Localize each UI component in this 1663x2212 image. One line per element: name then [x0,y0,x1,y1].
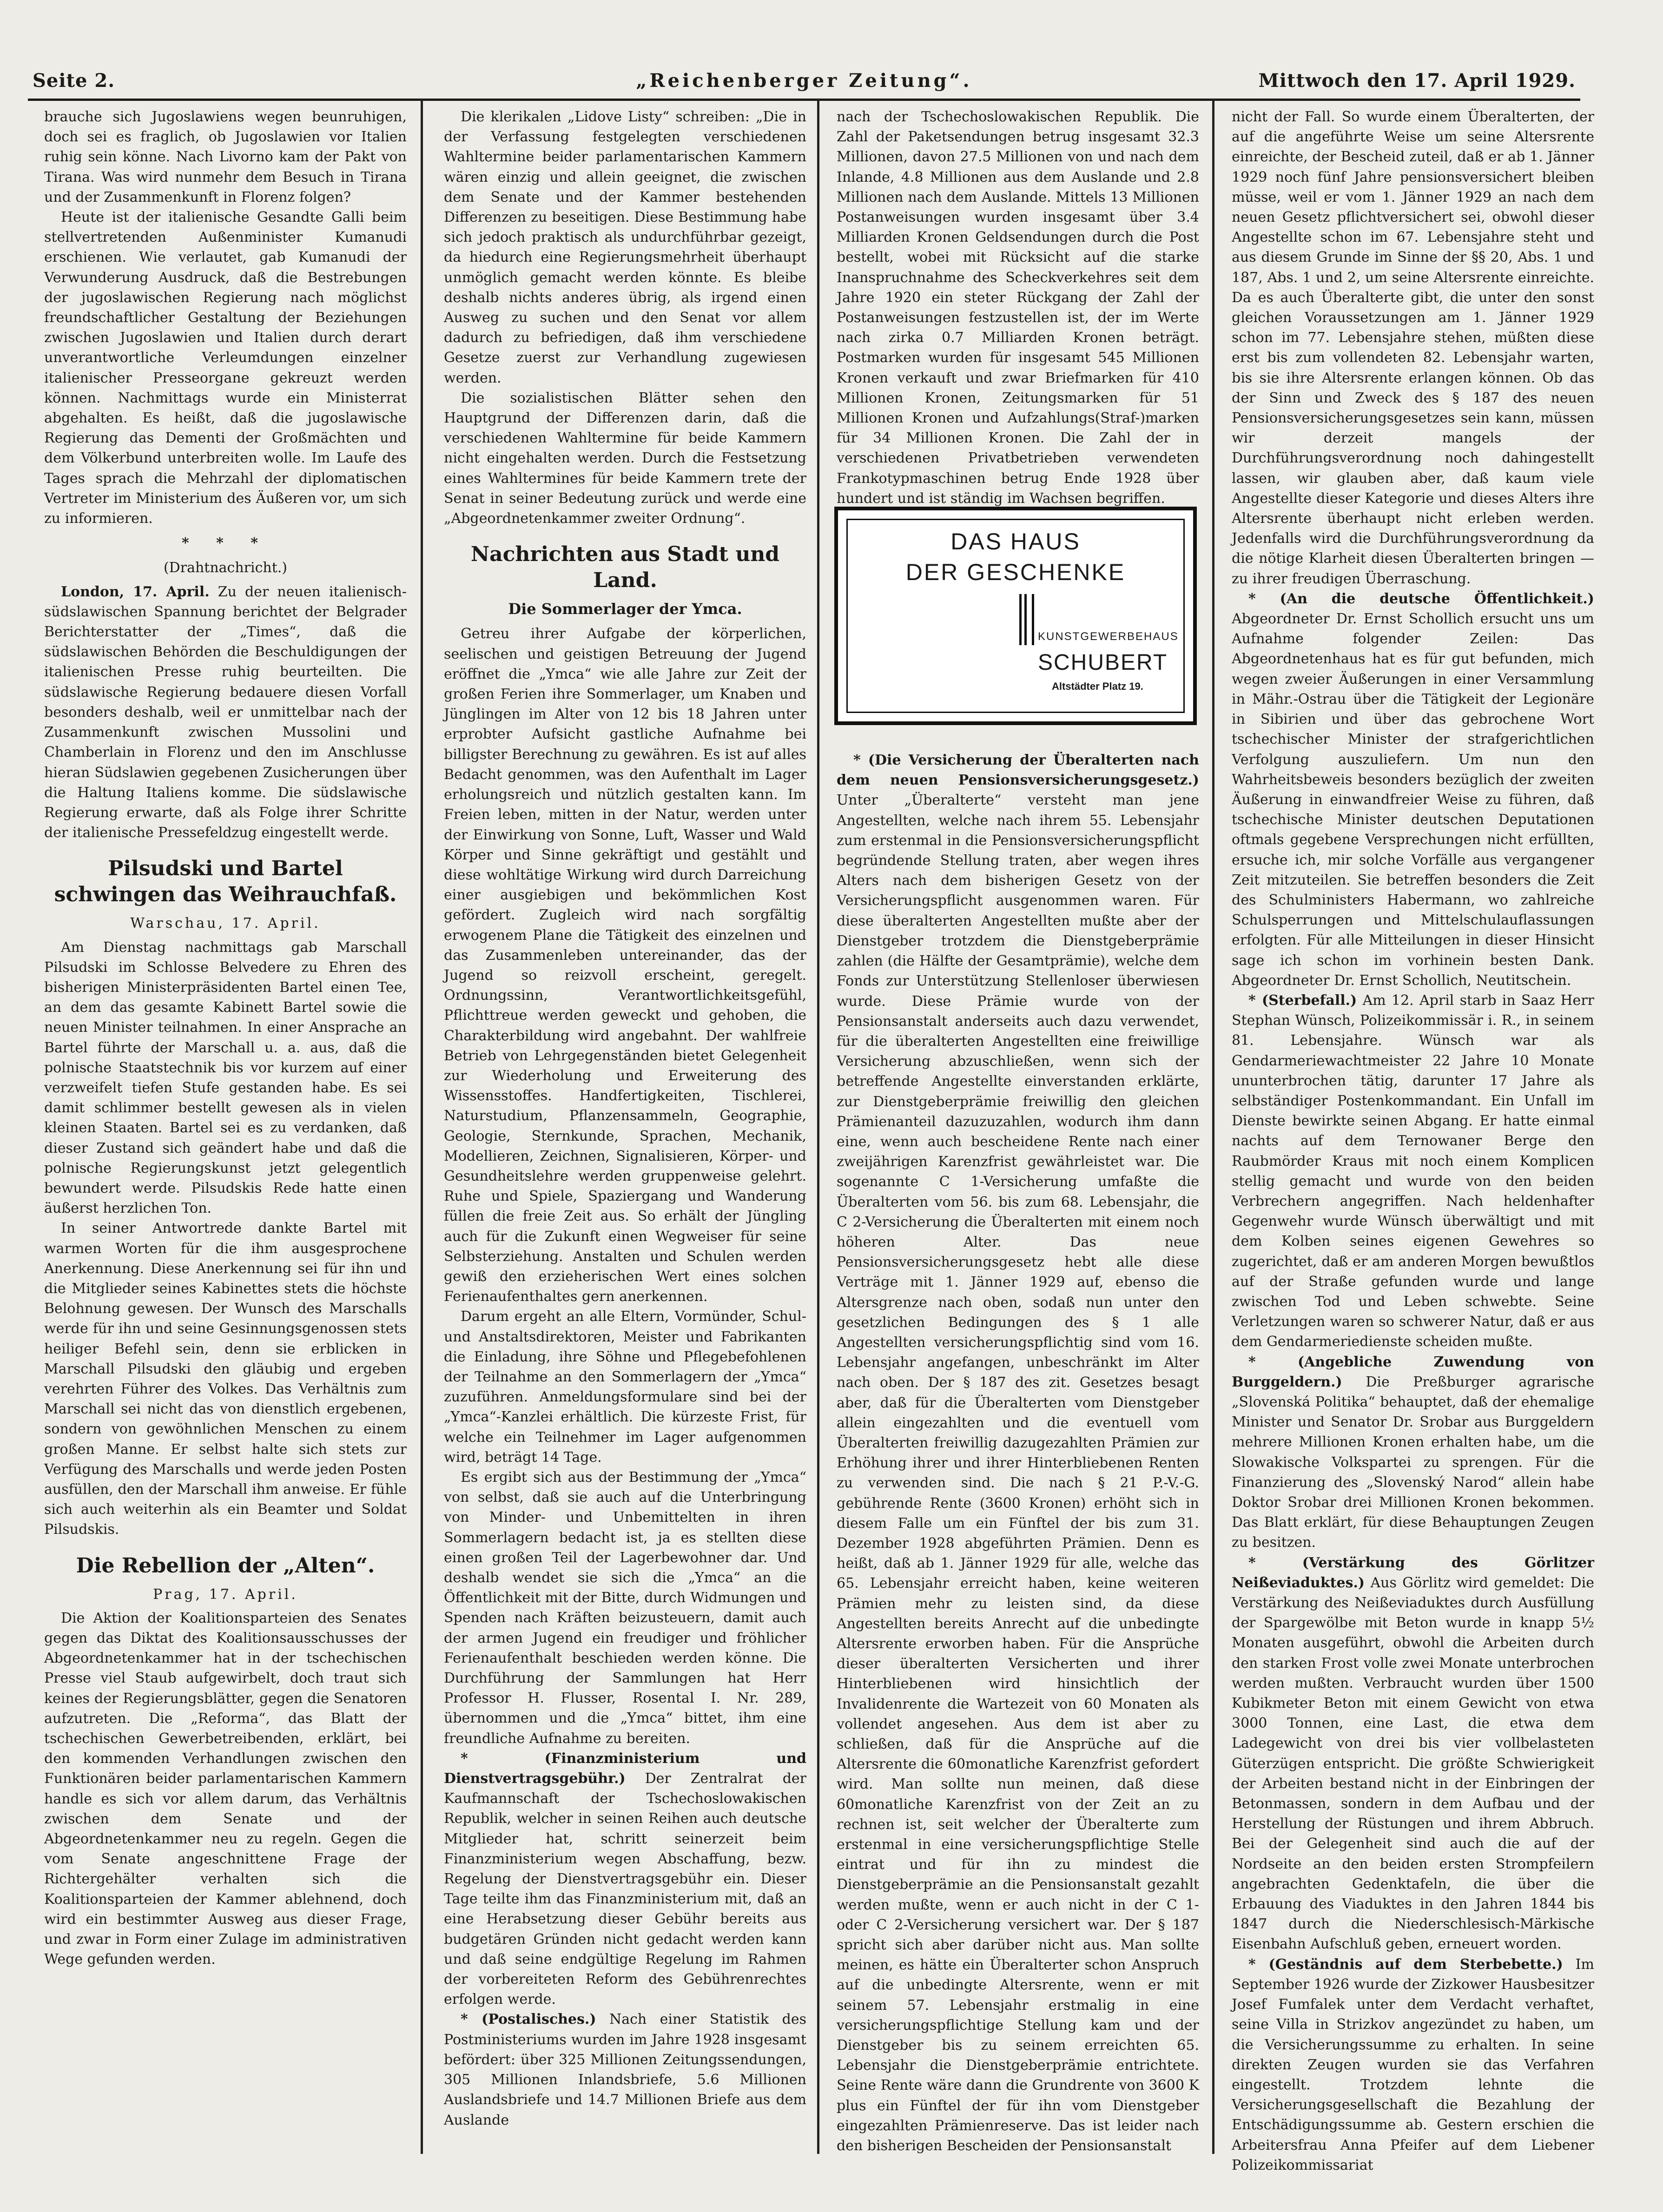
ad-line: KUNSTGEWERBEHAUS [1038,630,1179,643]
article-headline: Pilsudski und Bartel schwingen das Weihrauchfaß. [54,857,397,907]
column-divider-1 [421,99,423,2154]
article-subheadline: Die Sommerlager der Ymca. [508,600,742,618]
advertisement-box [834,507,1197,725]
rubric-text: Im September 1926 wurde der Zizkower Hausbesitzer Josef Fumfalek unter dem Verdacht verhaftet, seine Villa in Strizkov angezündet zu haben, um die Versicherungssumme zu erhalten. In seine direkten Zeugen wurden sie das Verfahren eingestellt. Trotzdem lehnte die Versicherungsgesellschaft die Bezahlung der Entschädigungssumme ab. Gestern erschien die Arbeitersfrau Anna Pfeifer auf dem Liebener Polizeikommissariat [1232,1956,1594,2173]
section-headline: Nachrichten aus Stadt und Land. [470,542,780,593]
article-paragraph: Heute ist der italienische Gesandte Galli beim stellvertretenden Außenminister Kumanudi erschienen. Wie verlautet, gab Kumanudi der Verwunderung Ausdruck, daß die Bestrebungen der jugoslawischen Regierung nach möglichst freundschaftlicher Gestaltung der Beziehungen zwischen Jugoslawien und Italien durch derart unverantwortliche Verleumdungen einzelner italienischer Presseorgane gekreuzt werden können. Nachmittags wurde ein Ministerrat abgehalten. Es heißt, daß die jugoslawische Regierung das Dementi der Großmächten und dem Völkerbund unterbreiten wolle. Im Laufe des Tages sprach die Mehrzahl der diplomatischen Vertreter im Ministerium des Äußeren vor, um sich zu informieren. [44,209,407,527]
column-2 [444,107,806,2152]
article-paragraph: Die klerikalen „Lidove Listy“ schreiben: „Die in der Verfassung festgelegten verschiedenen Wahltermine beider parlamentarischen Kammern wären einzig und allein geeignet, die zwischen dem Senate und der Kammer bestehenden Differenzen zu beseitigen. Diese Bestimmung habe sich jedoch praktisch als undurchführbar gezeigt, da hiedurch eine Regierungsmehrheit überhaupt unmöglich gemacht werden könnte. Es bleibe deshalb nichts anderes übrig, als irgend einen Ausweg zu suchen und den Senat vor allem dadurch zu befriedigen, daß ihm verschiedene Gesetze zuerst zur Verhandlung zugewiesen werden. [444,109,806,386]
ad-address: Altstädter Platz 19. [1052,680,1143,692]
rubric-title: * (Geständnis auf dem Sterbebette.) [1248,1956,1563,1973]
dateline: Warschau, 17. April. [130,915,321,932]
header-rule [28,99,1580,101]
article-headline: Die Rebellion der „Alten“. [76,1553,375,1578]
article-paragraph: Darum ergeht an alle Eltern, Vormünder, Schul- und Anstaltsdirektoren, Meister und Fabrikanten die Einladung, ihre Söhne und Pflegebefohlenen der Teilnahme an den Sommerlagern der „Ymca“ zuzuführen. Anmeldungsformulare sind bei der „Ymca“-Kanzlei erhältlich. Die kürzeste Frist, für welche ein Teilnehmer im Lager aufgenommen wird, beträgt 14 Tage. [444,1308,806,1466]
section-separator: * * * [182,535,269,552]
ad-line: DAS HAUS [950,528,1081,555]
column-4 [1232,107,1594,2173]
rubric-title: * (Die Versicherung der Überalterten nach dem neuen Pensionsversicherungsgesetz.) [837,752,1199,789]
rubric-title: * (An die deutsche Öffentlichkeit.) [1248,590,1594,607]
ad-ornament-icon [1019,594,1034,645]
rubric-title: * (Postalisches.) [461,2011,596,2028]
rubric-title: * (Angebliche Zuwendung von Burggeldern.) [1232,1354,1594,1390]
column-1 [44,107,407,2152]
dateline: Prag, 17. April. [153,1586,298,1603]
article-paragraph: nicht der Fall. So wurde einem Überalterten, der auf die angeführte Weise um seine Altersrente einreichte, der Bescheid zuteil, daß er ab 1. Jänner 1929 noch fünf Jahre pensionsversichert bleiben müsse, weil er vom 1. Jänner 1929 an nach dem neuen Gesetz pflichtversichert sei, obwohl dieser Angestellte schon im 67. Lebensjahre steht und aus diesem Grunde im Sinne der §§ 20, Abs. 1 und 187, Abs. 1 und 2, um seine Altersrente einreichte. Da es auch Überalterte gibt, die unter den sonst gleichen Voraussetzungen am 1. Jänner 1929 schon im 77. Lebensjahre stehen, müßten diese erst bis zum vollendeten 82. Lebensjahr warten, bis sie ihre Altersrente erlangen können. Ob das der Sinn und Zweck des § 187 des neuen Pensionsversicherungsgesetzes sein kann, müssen wir derzeit mangels der Durchführungsverordnung noch dahingestellt lassen, wir glauben aber, daß kaum viele Angestellte dieser Kategorie und dieses Alters ihre Altersrente überhaupt nicht erleben werden. Jedenfalls wird die Durchführungsverordnung da die nötige Klarheit diesen Überalterten bringen — zu ihrer freudigen Überraschung. [1232,109,1594,587]
column-divider-3 [1212,99,1214,2154]
page-header [33,70,1576,98]
article-paragraph: Die sozialistischen Blätter sehen den Hauptgrund der Differenzen darin, daß die verschiedenen Wahltermine für beide Kammern nicht eingehalten werden. Durch die Festsetzung eines Wahltermines für beide Kammern trete der Senat in seiner Bedeutung zurück und werde eine „Abgeordnetenkammer zweiter Ordnung“. [444,390,806,527]
newspaper-title: „Reichenberger Zeitung“. [636,70,972,92]
rubric-title: * (Sterbefall.) [1248,992,1357,1009]
article-paragraph: In seiner Antwortrede dankte Bartel mit warmen Worten für die ihm ausgesprochene Anerkennung. Diese Anerkennung sei für ihn und die Mitglieder seines Kabinettes stets die höchste Belohnung gewesen. Der Wunsch des Marschalls werde für ihn und seine Gesinnungsgenossen stets heiliger Befehl sein, denn sie erblicken in Marschall Pilsudski den gläubig und ergeben verehrten Führer des Volkes. Das Verhältnis zum Marschall sei nicht das von dienstlich ergebenen, sondern von gewöhnlichen Menschen zu einem großen Manne. Er selbst halte sich stets zur Verfügung des Marschalls und werde jeden Posten ausfüllen, den der Marschall ihm anweise. Er fühle sich auch weiterhin als ein Beamter und Soldat Pilsudskis. [44,1220,407,1538]
rubric-text: Abgeordneter Dr. Ernst Schollich ersucht uns um Aufnahme folgender Zeilen: Das Abgeordnetenhaus hat es für gut befunden, mich wegen zweier Äußerungen in einer Versammlung in Mähr.-Ostrau über die Tätigkeit der Legionäre in Sibirien und über das gebrochene Wort tschechischer Minister der strafgerichtlichen Verfolgung auszuliefern. Um nun den Wahrheitsbeweis besonders bezüglich der zweiten Äußerung in einwandfreier Weise zu führen, daß tschechische Minister deutschen Deputationen oftmals gegebene Versprechungen nicht erfüllten, ersuche ich, mir solche Vorfälle aus vergangener Zeit mitzuteilen. Sie betreffen besonders die Zeit des Schulministers Habermann, wo zahlreiche Schulsperrungen und Mittelschulauflassungen erfolgten. Für alle Mitteilungen in dieser Hinsicht sage ich schon im vorhinein besten Dank. Abgeordneter Dr. Ernst Schollich, Neutitschein. [1232,611,1594,989]
dateline: London, 17. April. [61,583,210,600]
rubric-text: Der Zentralrat der Kaufmannschaft der Tschechoslowakischen Republik, welcher in seinen Reihen auch deutsche Mitglieder hat, schritt seinerzeit beim Finanzministerium wegen Abschaffung, bezw. Regelung der Dienstvertragsgebühr ein. Dieser Tage teilte ihm das Finanzministerium mit, daß an eine Herabsetzung dieser Gebühr bereits aus budgetären Gründen nicht gedacht werden kann und daß seine endgültige Regelung im Rahmen der vorbereiteten Reform des Gebührenrechtes erfolgen werde. [444,1770,806,2008]
rubric-text: Am 12. April starb in Saaz Herr Stephan Wünsch, Polizeikommissär i. R., in seinem 81. Lebensjahre. Wünsch war als Gendarmeriewachtmeister 22 Jahre 10 Monate ununterbrochen tätig, darunter 17 Jahre als selbständiger Postenkommandant. Ein Unfall im Dienste bewirkte seinen Abgang. Er hatte einmal nachts auf dem Ternowaner Berge den Raubmörder Kraus mit noch einem Komplicen stellig gemacht und wurde von den beiden Verbrechern angegriffen. Nach heldenhafter Gegenwehr wurde Wünsch überwältigt und mit dem Kolben seines eigenen Gewehres so zugerichtet, daß er am anderen Morgen bewußtlos auf der Straße gefunden wurde und lange zwischen Tod und Leben schwebte. Seine Verletzungen waren so schwerer Natur, daß er aus dem Gendarmeriedienste scheiden mußte. [1232,992,1594,1350]
issue-date: Mittwoch den 17. April 1929. [1258,70,1576,92]
wire-note: (Drahtnachricht.) [163,560,288,576]
page-number: Seite 2. [33,70,115,92]
rubric-text: Unter „Überalterte“ versteht man jene Angestellten, welche nach ihrem 55. Lebensjahr zum erstenmal in die Pensionsversicherungspflicht begründende Stellung traten, aber wegen ihres Alters nach dem bisherigen Gesetz von der Versicherungspflicht ausgenommen waren. Für diese überalterten Angestellten mußte aber der Dienstgeber trotzdem die Dienstgeberprämie zahlen (die Hälfte der Gesamtprämie), welche dem Fonds zur Unterstützung Stellenloser überwiesen wurde. Diese Prämie wurde von der Pensionsanstalt anderseits auch dazu verwendet, für die überalterten Angestellten eine freiwillige Versicherung abzuschließen, wenn sich der betreffende Angestellte einverstanden erklärte, zur Dienstgeberprämie freiwillig den gleichen Prämienanteil dazuzuzahlen, wodurch ihm dann eine, wenn auch bescheidene Rente nach einer zweijährigen Karenzfrist gewährleistet war. Die sogenannte C 1-Versicherung umfaßte die Überalterten vom 56. bis zum 68. Lebensjahr, die C 2-Versicherung die Überalterten mit einem noch höheren Alter. Das neue Pensionsversicherungsgesetz hebt alle diese Verträge mit 1. Jänner 1929 auf, ebenso die Altersgrenze nach oben, sodaß nun unter den gesetzlichen Bedingungen des § 1 alle Angestellten versicherungspflichtig sind vom 16. Lebensjahr angefangen, unbeschränkt im Alter nach oben. Der § 187 des zit. Gesetzes besagt aber, daß für die Überalterten vom Dienstgeber allein eingezahlten und die eventuell vom Überalterten freiwillig dazugezahlten Prämien zur Erhöhung ihrer und ihrer Hinterbliebenen Renten zu verwenden sind. Die nach § 21 P.-V.-G. gebührende Rente (3600 Kronen) erhöht sich in diesem Falle um ein Fünftel der bis zum 31. Dezember 1928 abgeführten Prämien. Denn es heißt, daß ab 1. Jänner 1929 für alle, welche das 65. Lebensjahr erreicht haben, keine weiteren Prämien mehr zu leisten sind, da diese Angestellten bereits Anrecht auf die unbedingte Altersrente erworben haben. Für die Ansprüche dieser überalterten Versicherten und ihrer Hinterbliebenen wird hinsichtlich der Invalidenrente die Wartezeit von 60 Monaten als vollendet angesehen. Aus dem ist aber zu schließen, daß für die Ansprüche auf die Altersrente die 60monatliche Karenzfrist gefordert wird. Man sollte nun meinen, daß diese 60monatliche Karenzfrist von der Zeit an zu rechnen ist, seit welcher der Überalterte zum erstenmal in eine versicherungspflichtige Stelle eintrat und für ihn zu mindest die Dienstgeberprämie an die Pensionsanstalt gezahlt werden mußte, wenn er auch nicht in der C 1- oder C 2-Versicherung versichert war. Der § 187 spricht sich aber darüber nicht aus. Man sollte meinen, es hätte ein Überalterter schon Anspruch auf die unbedingte Altersrente, wenn er mit seinem 57. Lebensjahr erstmalig in eine versicherungspflichtige Stellung kam und der Dienstgeber bis zu seinem erreichten 65. Lebensjahr die Dienstgeberprämie entrichtete. Seine Rente wäre dann die Grundrente von 3600 K plus ein Fünftel der für ihn vom Dienstgeber eingezahlten Prämienreserve. Das ist leider nach den bisherigen Bescheiden der Pensionsanstalt [837,792,1199,2154]
rubric-title: * (Verstärkung des Görlitzer Neißeviaduktes.) [1232,1554,1594,1591]
article-paragraph: Die Aktion der Koalitionsparteien des Senates gegen das Diktat des Koalitionsausschusses der Abgeordnetenkammer hat in der tschechischen Presse viel Staub aufgewirbelt, doch traut sich keines der Regierungsblätter, gegen die Senatoren aufzutreten. Die „Reforma“, das Blatt der tschechischen Gewerbetreibenden, erklärt, bei den kommenden Verhandlungen zwischen den Funktionären beider parlamentarischen Kammern handle es sich vor allem darum, das Verhältnis zwischen dem Senate und der Abgeordnetenkammer neu zu regeln. Gegen die vom Senate angeschnittene Frage der Richtergehälter verhalten sich die Koalitionsparteien der Kammer ablehnend, doch wird ein bestimmter Ausweg aus dieser Frage, und zwar in Form einer Zulage im administrativen Wege gefunden werden. [44,1610,407,1968]
rubric-text: Aus Görlitz wird gemeldet: Die Verstärkung des Neißeviaduktes durch Ausfüllung der Spargewölbe mit Beton wurde in knapp 5½ Monaten ausgeführt, obwohl die Arbeiten durch den starken Frost volle zwei Monate unterbrochen werden mußten. Verbraucht wurden über 1500 Kubikmeter Beton mit einem Gewicht von etwa 3000 Tonnen, eine Last, die etwa dem Ladegewicht von drei bis vier vollbelasteten Güterzügen entspricht. Die größte Schwierigkeit der Arbeiten bestand nicht in der Einbringen der Betonmassen, sondern in dem Aufbau und der Herstellung der Rüstungen und ihrem Abbruch. Bei der Gelegenheit sind auch die auf der Nordseite an den beiden ersten Strompfeilern angebrachten Gedenktafeln, die über die Erbauung des Viaduktes in den Jahren 1844 bis 1847 durch die Niederschlesisch-Märkische Eisenbahn Aufschluß geben, erneuert worden. [1232,1574,1594,1953]
article-paragraph: Getreu ihrer Aufgabe der körperlichen, seelischen und geistigen Betreuung der Jugend eröffnet die „Ymca“ wie alle Jahre zur Zeit der großen Ferien ihre Sommerlager, um Knaben und Jünglingen im Alter von 12 bis 18 Jahren unter erprobter Aufsicht gastliche Aufnahme bei billigster Berechnung zu gewähren. Es ist auf alles Bedacht genommen, was den Aufenthalt im Lager erholungsreich und nützlich gestalten kann. Im Freien leben, mitten in der Natur, werden unter der Einwirkung von Sonne, Luft, Wasser und Wald Körper und Sinne gekräftigt und gestählt und diese wohltätige Wirkung wird durch Darreichung einer ausgiebigen und bekömmlichen Kost gefördert. Zugleich wird nach sorgfältig erwogenem Plane die Tätigkeit des einzelnen und das Zusammenleben untereinander, das der Jugend so reizvoll erscheint, geregelt. Ordnungssinn, Verantwortlichkeitsgefühl, Pflichttreue werden geweckt und gehoben, die Charakterbildung wird angebahnt. Der wahlfreie Betrieb von Lehrgegenständen bietet Gelegenheit zur Wiederholung und Erweiterung des Wissensstoffes. Handfertigkeiten, Tischlerei, Naturstudium, Pflanzensammeln, Geographie, Geologie, Sternkunde, Sprachen, Mechanik, Modellieren, Zeichnen, Signalisieren, Körper- und Gesundheitslehre werden gruppenweise gelehrt. Ruhe und Spiele, Spaziergang und Wanderung füllen die freie Zeit aus. So erhält der Jüngling auch für die Zukunft einen Wegweiser für seine Selbsterziehung. Anstalten und Schulen werden gewiß den erzieherischen Wert eines solchen Ferienaufenthaltes gern anerkennen. [444,626,806,1305]
article-paragraph: Am Dienstag nachmittags gab Marschall Pilsudski im Schlosse Belvedere zu Ehren des bisherigen Ministerpräsidenten Bartel einen Tee, an dem das gesamte Kabinett Bartel sowie die neuen Minister teilnahmen. In einer Ansprache an Bartel führte der Marschall u. a. aus, daß die polnische Staatstechnik bis vor kurzem auf einer verzweifelt tiefen Stufe gestanden habe. Es sei damit schlimmer bestellt gewesen als in vielen kleinen Staaten. Bartel sei es zu verdanken, daß dieser Zustand sich geändert habe und daß die polnische Regierungskunst jetzt gelegentlich bewundert werde. Pilsudskis Rede hatte einen äußerst herzlichen Ton. [44,939,407,1217]
ad-line: DER GESCHENKE [905,559,1126,585]
rubric-text: Die Preßburger agrarische „Slovenská Politika“ behauptet, daß der ehemalige Minister und Senator Dr. Srobar aus Burggeldern mehrere Millionen Kronen erhalten habe, um die Slowakische Volkspartei zu sprengen. Für die Finanzierung des „Slovenský Narod“ allein habe Doktor Srobar drei Millionen Kronen bekommen. Das Blatt erklärt, für diese Behauptungen Zeugen zu besitzen. [1232,1373,1594,1551]
ad-company-name: SCHUBERT [1038,650,1168,675]
article-text: Zu der neuen italienisch-südslawischen Spannung berichtet der Belgrader Berichterstatter der „Times“, daß die südslawischen Behörden die Beschuldigungen der italienischen Presse ruhig beurteilten. Die südslawische Regierung bedauere diesen Vorfall besonders deshalb, weil er unmittelbar nach der Zusammenkunft zwischen Mussolini und Chamberlain in Florenz und den im Anschlusse hieran Südslawien gegebenen Zusicherungen über die Haltung Italiens komme. Die südslawische Regierung erwarte, daß als Folge ihrer Schritte der italienische Pressefeldzug eingestellt werde. [44,583,407,841]
column-3 [837,107,1199,2152]
column-divider-2 [817,99,819,2154]
rubric-title: * (Finanzministerium und Dienstvertragsgebühr.) [444,1750,806,1787]
article-paragraph: nach der Tschechoslowakischen Republik. Die Zahl der Paketsendungen betrug insgesamt 32.3 Millionen, davon 27.5 Millionen von und nach dem Inlande, 4.8 Millionen aus dem Auslande und 2.8 Millionen nach dem Auslande. Mittels 13 Millionen Postanweisungen wurden insgesamt über 3.4 Milliarden Kronen Geldsendungen durch die Post bestellt, wobei mit Rücksicht auf die starke Inanspruchnahme des Scheckverkehres seit dem Jahre 1920 ein steter Rückgang der Zahl der Postanweisungen festzustellen ist, der im Werte nach zirka 0.7 Milliarden Kronen beträgt. Postmarken wurden für insgesamt 545 Millionen Kronen verkauft und zwar Briefmarken für 410 Millionen Kronen, Zeitungsmarken für 51 Millionen Kronen und Aufzahlungs(Straf-)marken für 34 Millionen Kronen. Die Zahl der in verschiedenen Privatbetrieben verwendeten Frankotypmaschinen betrug Ende 1928 über hundert und ist ständig im Wachsen begriffen. [837,109,1199,507]
rubric-text: Nach einer Statistik des Postministeriums wurden im Jahre 1928 insgesamt befördert: über 325 Millionen Zeitungssendungen, 305 Millionen Inlandsbriefe, 5.6 Millionen Auslandsbriefe und 14.7 Millionen Briefe aus dem Auslande [444,2011,806,2128]
article-paragraph: Es ergibt sich aus der Bestimmung der „Ymca“ von selbst, daß sie auch auf die Unterbringung von Minder- und Unbemittelten in ihren Sommerlagern bedacht ist, ja es stellten diese einen großen Teil der Lagerbewohner dar. Und deshalb wendet sie sich die „Ymca“ an die Öffentlichkeit mit der Bitte, durch Widmungen und Spenden nach Kräften beizusteuern, damit auch der armen Jugend ein freudiger und fröhlicher Ferienaufenthalt beschieden werden könne. Die Durchführung der Sammlungen hat Herr Professor H. Flusser, Rosental I. Nr. 289, übernommen und die „Ymca“ bittet, ihm eine freundliche Aufnahme zu bereiten. [444,1469,806,1747]
article-paragraph: brauche sich Jugoslawiens wegen beunruhigen, doch sei es fraglich, ob Jugoslawien vor Italien ruhig sein könne. Nach Livorno kam der Pakt von Tirana. Was wird nunmehr dem Besuch in Tirana und der Zusammenkunft in Florenz folgen? [44,109,407,205]
